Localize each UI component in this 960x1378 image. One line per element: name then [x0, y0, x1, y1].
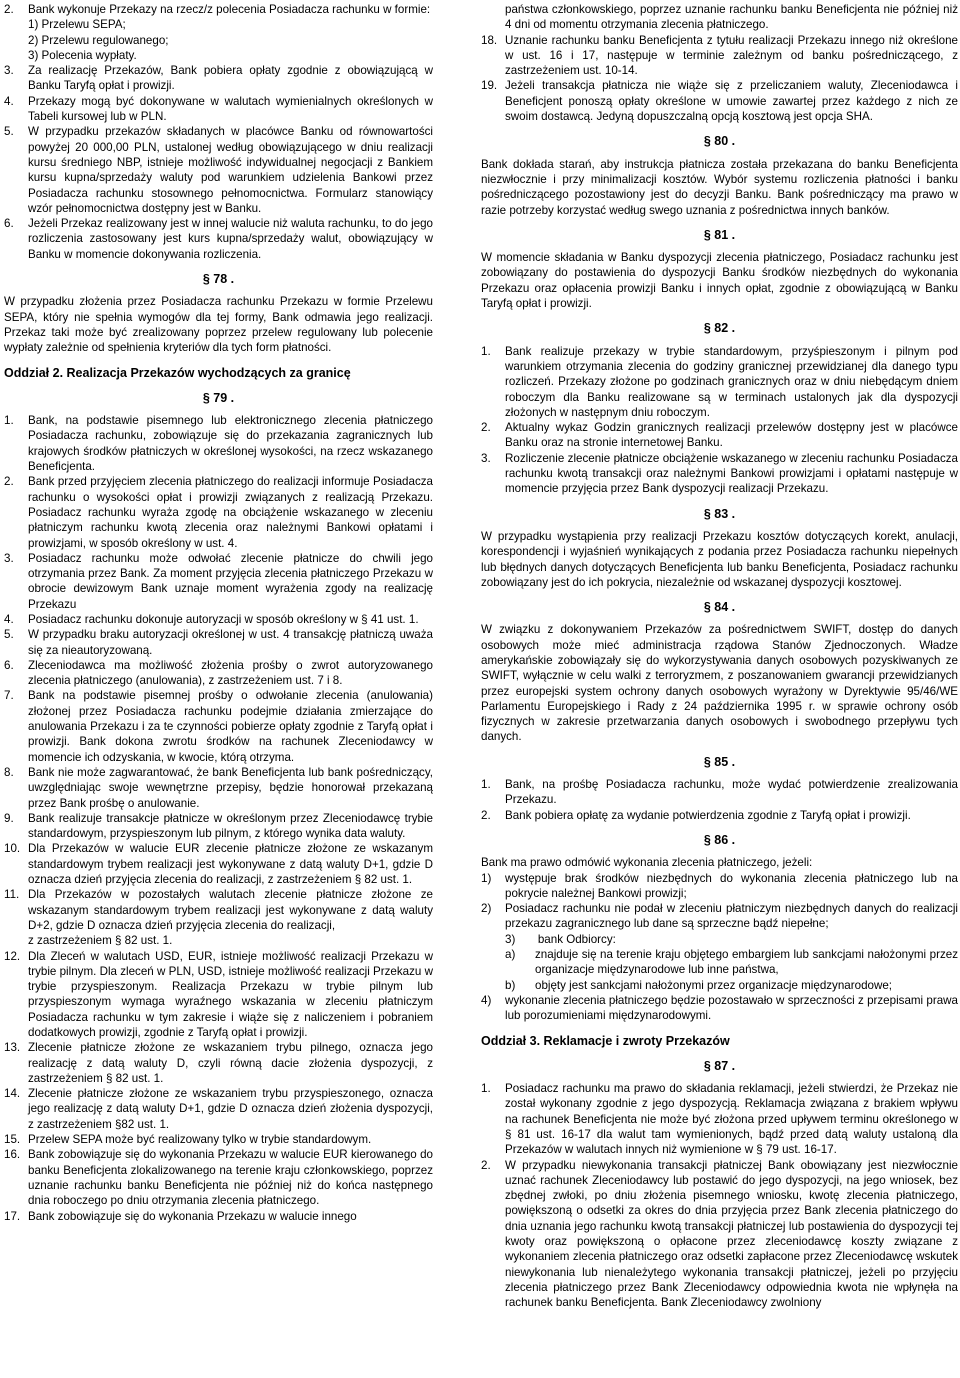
list-item: 12. Dla Zleceń w walutach USD, EUR, istnieje możliwość realizacji Przekazu w trybie pilnym. Dla zleceń w PLN, USD, istnieje możliwość realizacji Przekazu w trybie przyspieszonym. Realizacja Przekazu w trybie pilnym lub przyspieszonym wymaga wyraźnego wskazania w zleceniu płatniczym Posiadacza rachunku w tym zakresie i wiąże się z naliczeniem i pobraniem dodatkowych prowizji, zgodnie z Taryfą opłat i prowizji. [4, 949, 433, 1039]
list-item: 18. Uznanie rachunku banku Beneficjenta z tytułu realizacji Przekazu innego niż określone w ust. 16 i 17, następuje w terminie zależnym od banku pośredniczącego, z zastrzeżeniem ust. 10-14. [481, 33, 958, 78]
paragraph-84-text: W związku z dokonywaniem Przekazów za pośrednictwem SWIFT, dostęp do danych osobowych może mieć administracja rządowa Stanów Zjednoczonych. Władze amerykańskie zobowiązały się do wykorzystywania danych osobowych pozyskiwanych ze SWIFT, wyłącznie w celu walki z terroryzmem, z poszanowaniem gwarancji przewidzianych przez europejski system ochrony danych osobowych wyrażony w Dyrektywie 95/46/WE Parlamentu Europejskiego i Rady z 24 października 1995 r. w sprawie ochrony osób fizycznych w zakresie przetwarzania danych osobowych i swobodnego przepływu tych danych. [481, 623, 958, 744]
section-77-list [4, 2, 433, 262]
paragraph-86-intro: Bank ma prawo odmówić wykonania zlecenia płatniczego, jeżeli: [481, 856, 813, 870]
list-item: 2. Bank pobiera opłatę za wydanie potwierdzenia zgodnie z Taryfą opłat i prowizji. [481, 808, 911, 822]
list-item: 4. Przekazy mogą być dokonywane w walutach wymienialnych określonych w Tabeli kursowej lub w PLN. [4, 94, 433, 124]
list-subitem: b) objęty jest sankcjami nałożonymi przez organizacje międzynarodowe; [505, 978, 893, 992]
section-85-list [481, 777, 958, 823]
list-item: 16. Bank zobowiązuje się do wykonania Przekazu w walucie EUR kierowanego do banku Beneficjenta zlokalizowanego na terenie kraju członkowskiego, poprzez uznanie rachunku banku Beneficjenta nie później niż do końca następnego dnia roboczego po dniu otrzymania zlecenia płatniczego. [4, 1148, 433, 1208]
section-79-continued-list [481, 33, 958, 125]
section-79-list [4, 413, 433, 1224]
paragraph-heading-82: § 82 . [703, 321, 736, 336]
continuation-text: państwa członkowskiego, poprzez uznanie rachunku banku Beneficjenta nie później niż 4 dni od momentu otrzymania zlecenia płatniczego. [505, 3, 958, 32]
paragraph-heading-83: § 83 . [703, 506, 736, 521]
list-subitem: a) znajduje się na terenie kraju objętego embargiem lub sankcjami nałożonymi przez organizacje międzynarodowe lub inne państwa, [505, 948, 958, 977]
list-item: 1. Bank, na podstawie pisemnego lub elektronicznego zlecenia płatniczego Posiadacza rachunku, zobowiązuje się do przekazania zagranicznych lub krajowych środków płatniczych w określonej wysokości, na rzecz wskazanego Beneficjenta. [4, 414, 433, 474]
paragraph-heading-87: § 87 . [703, 1058, 736, 1073]
paragraph-heading-78: § 78 . [202, 272, 235, 287]
section-heading-oddzial-3: Oddział 3. Reklamacje i zwroty Przekazów [481, 1033, 730, 1048]
list-item: 1. Posiadacz rachunku ma prawo do składania reklamacji, jeżeli stwierdzi, że Przekaz nie został wykonany zgodnie z jego dyspozycją. Reklamacja związana z brakiem wpływu na rachunek Beneficjenta nie może być złożona przed upływem terminu określonego w § 81 ust. 16-17 dla walut tam wymienionych, bądź przed datą waluty ustaloną dla Przekazów w walutach innych niż wymienione w § 79 ust. 16-17. [481, 1082, 958, 1157]
list-item: 19. Jeżeli transakcja płatnicza nie wiąże się z przeliczaniem waluty, Zleceniodawca i Beneficjent ponoszą opłaty określone w umowie zawartej przez każdego z nich ze swoim dostawcą. Jedyną dopuszczalną opcją kosztową jest opcja SHA. [481, 79, 958, 124]
paragraph-heading-81: § 81 . [703, 227, 736, 242]
list-item: 2. Bank przed przyjęciem zlecenia płatniczego do realizacji informuje Posiadacza rachunku o wysokości opłat i prowizji związanych z realizacją Przekazu. Posiadacz rachunku wyraża zgodę na obciążenie wskazanego w zleceniu płatniczym rachunku kwotą zlecenia oraz należnymi Bankowi opłatami i prowizjami, w sposób określony w ust. 4. [4, 475, 433, 550]
paragraph-heading-86: § 86 . [703, 832, 736, 847]
list-item: 14. Zlecenie płatnicze złożone ze wskazaniem trybu przyspieszonego, oznacza jego realizację z datą waluty D+1, gdzie D oznacza dzień złożenia dyspozycji, z zastrzeżeniem §82 ust. 1. [4, 1087, 433, 1131]
paragraph-heading-79: § 79 . [202, 390, 235, 405]
list-item: 10. Dla Przekazów w walucie EUR zlecenie płatnicze złożone ze wskazanym standardowym trybem realizacji jest wykonywane z datą waluty D+1, gdzie D oznacza dzień przyjęcia zlecenia do realizacji, z zastrzeżeniem § 82 ust. 1. [4, 842, 433, 887]
paragraph-heading-84: § 84 . [703, 600, 736, 615]
list-item: 11. Dla Przekazów w pozostałych walutach zlecenie płatnicze złożone ze wskazanym standardowym trybem realizacji jest wykonywane z datą waluty D+2, gdzie D oznacza dzień przyjęcia zlecenia do realizacji, z zastrzeżeniem § 82 ust. 1. [4, 888, 433, 948]
list-item: 7. Bank na podstawie pisemnej prośby o odwołanie zlecenia (anulowania) złożonej przez Posiadacza rachunku podejmie działania zmierzające do anulowania Przekazu i za te czynności pobierze opłaty zgodnie z Taryfą opłat i prowizji. Bank dokona zwrotu środków na rachunek Zleceniodawcy w momencie ich odzyskania, w kwocie, którą otrzyma. [4, 689, 433, 764]
list-item: 9. Bank realizuje transakcje płatnicze w określonym przez Zleceniodawcę trybie standardowym, przyspieszonym lub pilnym, z którego wynika data waluty. [4, 811, 433, 841]
list-item: 6. Jeżeli Przekaz realizowany jest w innej walucie niż waluta rachunku, to do jego rozliczenia zastosowany jest kurs kupna/sprzedaży walut, obowiązujący w Banku w momencie dokonywania rozliczenia. [4, 217, 433, 261]
list-subitem: 1) Przelewu SEPA; [28, 18, 126, 32]
list-subitem: 3) Polecenia wypłaty. [28, 48, 137, 62]
paragraph-heading-80: § 80 . [703, 134, 736, 149]
paragraph-80-text: Bank dokłada starań, aby instrukcja płatnicza została przekazana do banku Beneficjenta niezwłocznie i przy minimalizacji kosztów. Wybór systemu rozliczenia płatności i banku pośredniczącego pozostawiony jest do decyzji Banku. Bank pośredniczący ma prawo w razie potrzeby korzystać według swego uznania z pośrednictwa innych banków. [481, 157, 958, 217]
paragraph-81-text: W momencie składania w Banku dyspozycji zlecenia płatniczego, Posiadacz rachunku jest zobowiązany do postawienia do dyspozycji Banku środków niezbędnych do wykonania Przekazu oraz opłacenia prowizji Banku i innych opłat, zgodnie z obowiązującą w Banku Taryfą opłat i prowizji. [481, 251, 958, 311]
list-item: 6. Zleceniodawca ma możliwość złożenia prośby o zwrot autoryzowanego zlecenia płatniczego (anulowania), z zastrzeżeniem ust. 7 i 8. [4, 658, 433, 688]
list-subitem: 2) Przelewu regulowanego; [28, 33, 169, 47]
list-item: 3. Za realizację Przekazów, Bank pobiera opłaty zgodnie z obowiązującą w Banku Taryfą opłat i prowizji. [4, 64, 433, 93]
list-item: 2. Bank wykonuje Przekazy na rzecz/z polecenia Posiadacza rachunku w formie: [4, 3, 431, 16]
paragraph-83-text: W przypadku wystąpienia przy realizacji Przekazu kosztów dotyczących korekt, anulacji, korespondencji i wyjaśnień wynikających z podania przez Posiadacza rachunku niepełnych lub błędnych danych dotyczących Beneficjenta lub banku Beneficjenta, Posiadacz rachunku zobowiązany jest do ich pokrycia, niezależnie od wskazanej dyspozycji kosztowej. [481, 529, 958, 589]
list-item: 17. Bank zobowiązuje się do wykonania Przekazu w walucie innego [4, 1209, 357, 1223]
list-item: 1) występuje brak środków niezbędnych do wykonania zlecenia płatniczego lub na pokrycie należnej Bankowi prowizji; [481, 871, 958, 900]
list-item: 13. Zlecenie płatnicze złożone ze wskazaniem trybu pilnego, oznacza jego realizację z datą waluty D, czyli równą dacie złożenia dyspozycji, z zastrzeżeniem § 82 ust. 1. [4, 1041, 433, 1085]
list-item: 3) bank Odbiorcy: [505, 932, 616, 946]
section-heading-oddzial-2: Oddział 2. Realizacja Przekazów wychodzących za granicę [4, 365, 351, 380]
list-item: 2) Posiadacz rachunku nie podał w zleceniu płatniczym niezbędnych danych do realizacji przekazu zagranicznego lub dane są sprzeczne bądź niepełne; [481, 902, 958, 931]
list-item: 1. Bank realizuje przekazy w trybie standardowym, przyśpieszonym i pilnym pod warunkiem otrzymania zlecenia do godziny granicznej przewidzianej dla danego typu rozliczeń. Przekazy złożone po godzinach granicznych oraz w dniu niebędącym dniem roboczym dla Banku realizowane są w terminach ustalonych jak dla dyspozycji złożonych w następnym dniu roboczym. [481, 344, 958, 419]
list-item: 3. Rozliczenie zlecenie płatnicze obciążenie wskazanego w zleceniu rachunku Posiadacza rachunku kwotą transakcji oraz należnymi Bankowi prowizjami i opłatami następuje w momencie przyjęcia przez Bank dyspozycji realizacji Przekazu. [481, 451, 958, 496]
paragraph-78-text: W przypadku złożenia przez Posiadacza rachunku Przekazu w formie Przelewu SEPA, który nie spełnia wymogów dla tej formy, Bank odmawia jego realizacji. Przekaz taki może być zrealizowany poprzez przelew regulowany lub polecenie wypłaty zależnie od spełnienia kryteriów dla tych form płatności. [4, 295, 433, 355]
list-item: 5. W przypadku braku autoryzacji określonej w ust. 4 transakcję płatniczą uważa się za nieautoryzowaną. [4, 628, 433, 657]
list-item: 2. Aktualny wykaz Godzin granicznych realizacji przelewów dostępny jest w placówce Banku oraz na stronie internetowej Banku. [481, 421, 958, 450]
list-item: 15. Przelew SEPA może być realizowany tylko w trybie standardowym. [4, 1133, 372, 1147]
section-87-list [481, 1081, 958, 1310]
list-item: 5. W przypadku przekazów składanych w placówce Banku od równowartości powyżej 20 000,00 PLN, ustalonej według obowiązującego w dniu realizacji kursu średniego NBP, istnieje możliwość indywidualnej negocjacji z Bankiem kursu kupna/sprzedaży waluty pod warunkiem udzielenia Bankowi przez Posiadacza rachunku stosownego pełnomocnictwa. Formularz stanowiący wzór pełnomocnictwa dostępny jest w Banku. [4, 125, 433, 215]
right-column [481, 2, 958, 1311]
left-column [4, 2, 433, 1224]
list-item: 4) wykonanie zlecenia płatniczego będzie pozostawało w sprzeczności z przepisami prawa lub porozumieniami międzynarodowymi. [481, 993, 958, 1023]
section-82-list [481, 344, 958, 497]
list-item: 4. Posiadacz rachunku dokonuje autoryzacji w sposób określony w § 41 ust. 1. [4, 612, 419, 626]
list-item: 1. Bank, na prośbę Posiadacza rachunku, może wydać potwierdzenie zrealizowania Przekazu. [481, 778, 958, 807]
section-86-list [481, 871, 958, 1024]
list-item: 3. Posiadacz rachunku może odwołać zlecenie płatnicze do chwili jego otrzymania przez Bank. Za moment przyjęcia zlecenia płatniczego Przekazu w obrocie dewizowym Bank uznaje moment wyrażenia zgody na realizację Przekazu [4, 551, 433, 611]
list-item: 8. Bank nie może zagwarantować, że bank Beneficjenta lub bank pośredniczący, uwzględniając swoje wewnętrzne przepisy, będzie honorował przekazaną przez Bank prośbę o anulowanie. [4, 765, 433, 810]
paragraph-heading-85: § 85 . [703, 754, 736, 769]
list-item: 2. W przypadku niewykonania transakcji płatniczej Bank obowiązany jest niezwłocznie uznać rachunek Zleceniodawcy lub postawić do jego dyspozycji, na jego wniosek, bez zbędnej zwłoki, po dniu złożenia pisemnego wniosku, kwotę zlecenia płatniczego, powiększoną o odsetki za okres do dnia przyjęcia przez Bank zlecenia płatniczego do dnia uznania jego rachunku kwotą transakcji płatniczej lub postawienia do dyspozycji tej kwoty oraz powiększoną o opłacone przez zleceniodawcę koszty związane z wykonaniem zlecenia płatniczego oraz odsetki zapłacone przez Zleceniodawcę wskutek niewykonania lub nienależytego wykonania transakcji płatniczej, jeżeli po przyjęciu zlecenia płatniczego przez Bank Zleceniodawcy odpowiednia kwota nie wpłynęła na rachunek banku Beneficjenta. Bank Zleceniodawcy zwolniony [481, 1158, 958, 1310]
